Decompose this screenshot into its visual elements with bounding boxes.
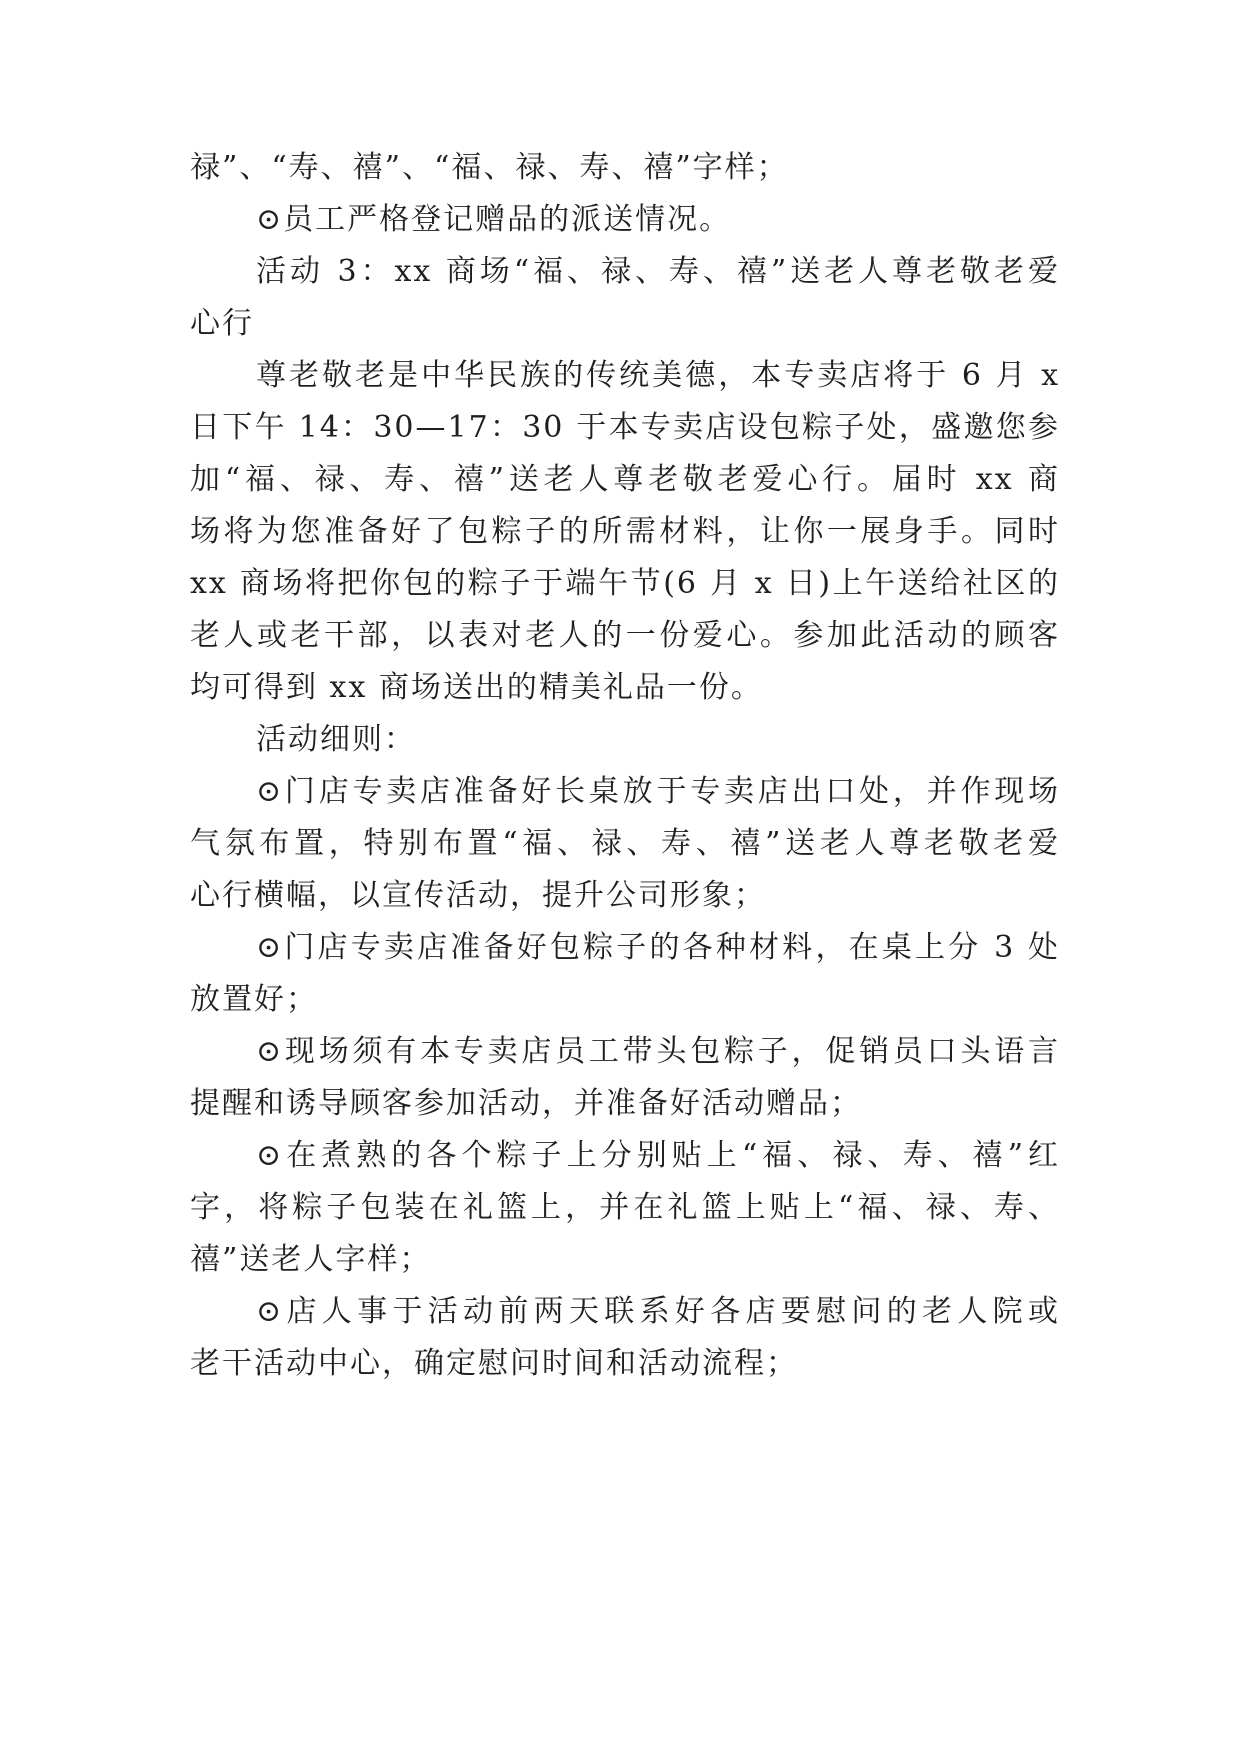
- text-line: 禧”送老人字样；: [190, 1242, 432, 1277]
- text-line: 加“福、禄、寿、禧”送老人尊老敬老爱心行。届时 xx 商: [190, 462, 1060, 497]
- text-line: 老人或老干部，以表对老人的一份爱心。参加此活动的顾客: [190, 618, 1060, 653]
- text-line: 放置好；: [190, 982, 318, 1017]
- text-line: 心行横幅，以宣传活动，提升公司形象；: [190, 878, 766, 913]
- text-line: 活动 3：xx 商场“福、禄、寿、禧”送老人尊老敬老爱: [256, 254, 1060, 289]
- text-line: 尊老敬老是中华民族的传统美德，本专卖店将于 6 月 x: [256, 358, 1060, 393]
- text-line: 日下午 14：30—17：30 于本专卖店设包粽子处，盛邀您参: [190, 410, 1060, 445]
- text-line: ⊙店人事于活动前两天联系好各店要慰问的老人院或: [256, 1294, 1060, 1329]
- text-line: 场将为您准备好了包粽子的所需材料，让你一展身手。同时: [190, 514, 1060, 549]
- text-line: 禄”、“寿、禧”、“福、禄、寿、禧”字样；: [190, 150, 789, 185]
- text-line: ⊙现场须有本专卖店员工带头包粽子，促销员口头语言: [256, 1034, 1060, 1069]
- text-line: xx 商场将把你包的粽子于端午节(6 月 x 日)上午送给社区的: [190, 566, 1060, 601]
- text-line: 气氛布置，特别布置“福、禄、寿、禧”送老人尊老敬老爱: [190, 826, 1060, 861]
- text-line: ⊙员工严格登记赠品的派送情况。: [256, 202, 732, 237]
- text-line: 老干活动中心，确定慰问时间和活动流程；: [190, 1346, 798, 1381]
- text-line: 心行: [190, 306, 254, 341]
- text-line: 活动细则：: [256, 722, 416, 757]
- text-line: 均可得到 xx 商场送出的精美礼品一份。: [190, 670, 763, 705]
- text-line: 字，将粽子包装在礼篮上，并在礼篮上贴上“福、禄、寿、: [190, 1190, 1060, 1225]
- text-line: 提醒和诱导顾客参加活动，并准备好活动赠品；: [190, 1086, 862, 1121]
- text-line: ⊙门店专卖店准备好长桌放于专卖店出口处，并作现场: [256, 774, 1060, 809]
- text-line: ⊙在煮熟的各个粽子上分别贴上“福、禄、寿、禧”红: [256, 1138, 1060, 1173]
- text-line: ⊙门店专卖店准备好包粽子的各种材料，在桌上分 3 处: [256, 930, 1060, 965]
